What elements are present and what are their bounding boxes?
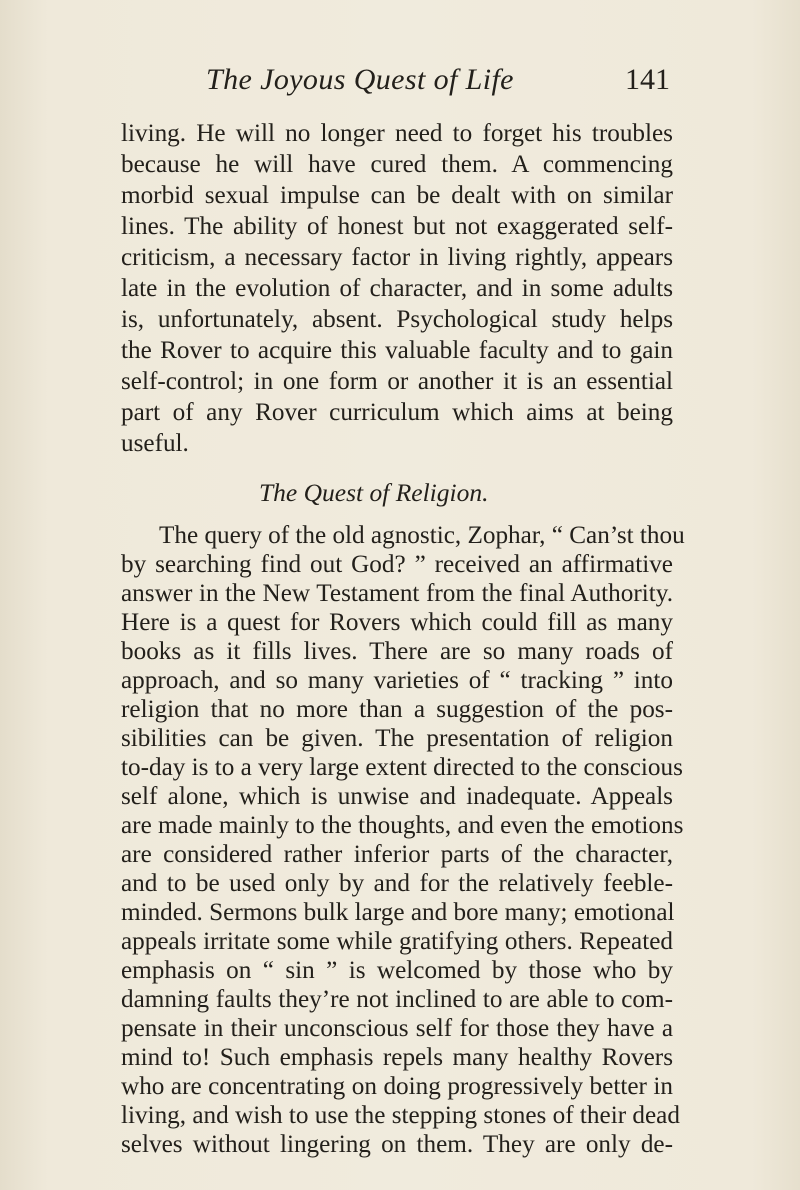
page-number: 141 xyxy=(625,63,670,96)
text-line: lines. The ability of honest but not exaggerated self- xyxy=(121,213,673,240)
text-line: living. He will no longer need to forget his troubles xyxy=(121,120,673,147)
text-line: self-control; in one form or another it is an essential xyxy=(121,368,673,395)
text-line: late in the evolution of character, and in some adults xyxy=(121,275,673,302)
text-line: appeals irritate some while gratifying others. Repeated xyxy=(121,928,673,955)
text-line: living, and wish to use the stepping stones of their dead xyxy=(121,1102,680,1129)
text-line: are made mainly to the thoughts, and even the emotions xyxy=(121,812,684,839)
text-line: morbid sexual impulse can be dealt with on similar xyxy=(121,182,673,209)
text-line: is, unfortunately, absent. Psychological study helps xyxy=(121,306,673,333)
text-line: by searching find out God? ” received an affirmative xyxy=(121,551,673,578)
text-line: religion that no more than a suggestion of the pos- xyxy=(121,696,673,723)
text-line: self alone, which is unwise and inadequate. Appeals xyxy=(121,783,673,810)
text-line: part of any Rover curriculum which aims at being xyxy=(121,399,673,426)
text-line: and to be used only by and for the relatively feeble- xyxy=(121,870,673,897)
running-title: The Joyous Quest of Life xyxy=(206,63,514,96)
text-line: are considered rather inferior parts of the character, xyxy=(121,841,673,868)
text-line: answer in the New Testament from the final Authority. xyxy=(121,580,673,607)
text-line: books as it fills lives. There are so many roads of xyxy=(121,638,673,665)
text-line: The query of the old agnostic, Zophar, “ Can’st thou xyxy=(159,522,685,549)
text-line: mind to! Such emphasis repels many healthy Rovers xyxy=(121,1044,673,1071)
text-line: sibilities can be given. The presentation of religion xyxy=(121,725,673,752)
text-line: Here is a quest for Rovers which could fill as many xyxy=(121,609,673,636)
section-heading: The Quest of Religion. xyxy=(259,478,489,507)
text-line: because he will have cured them. A commencing xyxy=(121,151,673,178)
text-line: emphasis on “ sin ” is welcomed by those who by xyxy=(121,957,673,984)
text-line: who are concentrating on doing progressively better in xyxy=(121,1073,673,1100)
running-head xyxy=(0,63,800,99)
text-line: useful. xyxy=(121,430,189,457)
text-line: the Rover to acquire this valuable faculty and to gain xyxy=(121,337,673,364)
text-line: selves without lingering on them. They are only de- xyxy=(121,1131,673,1158)
text-line: damning faults they’re not inclined to are able to com- xyxy=(121,986,673,1013)
text-line: to-day is to a very large extent directed to the conscious xyxy=(121,754,683,781)
text-line: minded. Sermons bulk large and bore many; emotional xyxy=(121,899,675,926)
text-line: criticism, a necessary factor in living rightly, appears xyxy=(121,244,673,271)
text-line: pensate in their unconscious self for those they have a xyxy=(121,1015,673,1042)
text-line: approach, and so many varieties of “ tracking ” into xyxy=(121,667,673,694)
